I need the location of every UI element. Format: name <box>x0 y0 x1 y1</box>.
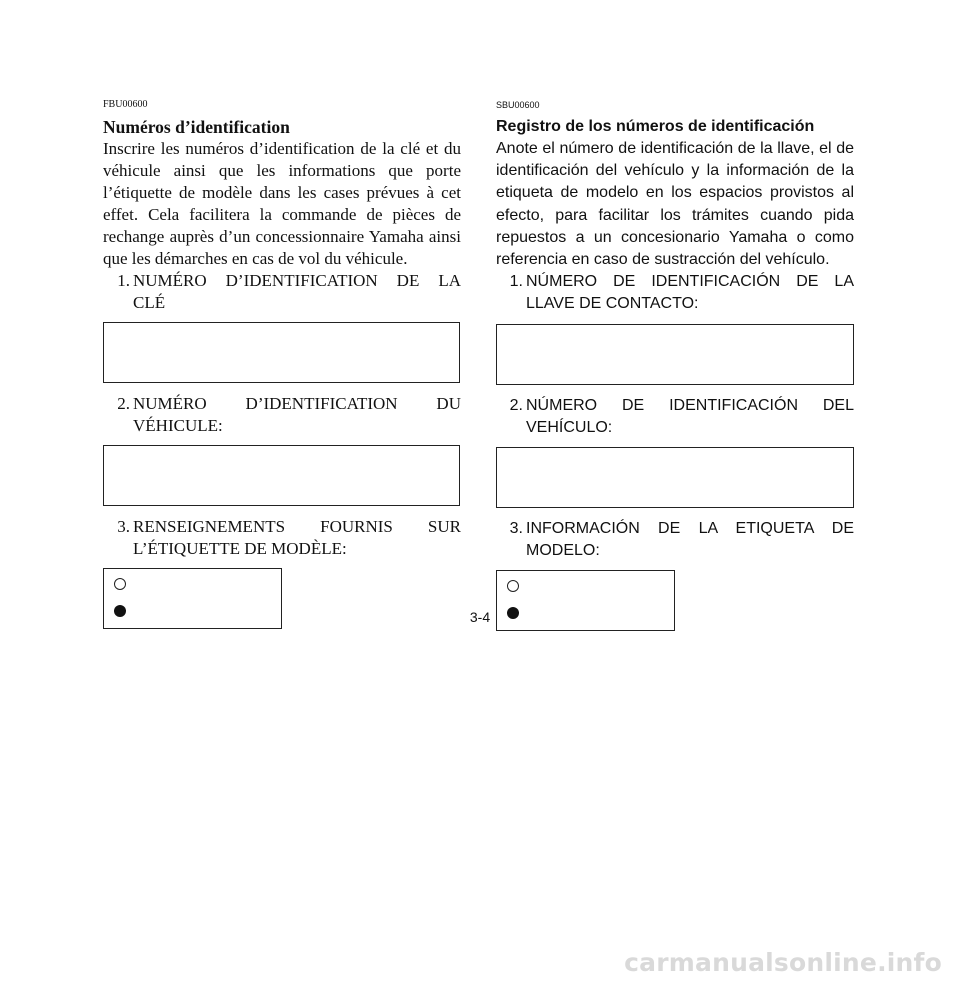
item-line-1: NÚMERO DE IDENTIFICACIÓN DEL <box>526 396 854 414</box>
item-line-2: MODELO: <box>526 542 600 560</box>
item-text <box>526 271 854 315</box>
item-number: 1. <box>509 273 523 291</box>
item-line-1: INFORMACIÓN DE LA ETIQUETA DE <box>526 520 854 538</box>
item-number: 1. <box>117 271 130 290</box>
list-item-es-3 <box>496 518 854 562</box>
paragraph-es: Anote el número de identificación de la llave, el de identificación del vehículo y la información de la etiqueta de modelo en los espacios provistos al efecto, para facilitar los trámites cuando pida repuestos a un concesionario Yamaha o como referencia en caso de sustracción del vehículo. <box>496 140 854 269</box>
open-circle-icon <box>507 580 519 592</box>
item-line-1: NUMÉRO D’IDENTIFICATION DE LA <box>133 271 461 290</box>
item-text <box>526 395 854 439</box>
item-line-2: CLÉ <box>133 293 166 312</box>
vehicle-number-field-es[interactable] <box>496 447 854 508</box>
item-line-2: LLAVE DE CONTACTO: <box>526 295 699 313</box>
french-column <box>103 98 461 629</box>
section-code-es: SBU00600 <box>496 100 540 110</box>
item-line-1: NUMÉRO D’IDENTIFICATION DU <box>133 394 461 413</box>
vehicle-number-field-fr[interactable] <box>103 445 460 506</box>
list-item-fr-3 <box>103 516 461 560</box>
item-number: 3. <box>509 520 523 538</box>
key-number-field-fr[interactable] <box>103 322 460 383</box>
item-text <box>526 518 854 562</box>
heading-es: Registro de los números de identificación <box>496 118 815 135</box>
paragraph-fr: Inscrire les numéros d’identification de la clé et du véhicule ainsi que les informations que porte l’étiquette de modèle dans les cases prévues à cet effet. Cela facilitera la commande de pièces de rechange auprès d’un concessionnaire Yamaha ainsi que les démarches en cas de vol du véhicule. <box>103 139 461 268</box>
spanish-column <box>496 98 854 631</box>
page-number: 3-4 <box>469 609 491 625</box>
item-number: 2. <box>509 396 523 414</box>
list-item-es-2 <box>496 395 854 439</box>
list-item-es-1 <box>496 271 854 315</box>
item-number: 2. <box>117 394 130 413</box>
item-line-2: VÉHICULE: <box>133 416 223 435</box>
item-text <box>133 516 461 560</box>
item-line-1: RENSEIGNEMENTS FOURNIS SUR <box>133 517 461 536</box>
list-item-fr-2 <box>103 393 461 437</box>
item-text <box>133 270 461 314</box>
list-item-fr-1 <box>103 270 461 314</box>
item-line-2: L’ÉTIQUETTE DE MODÈLE: <box>133 539 347 558</box>
item-line-2: VEHÍCULO: <box>526 418 613 436</box>
open-circle-icon <box>114 578 126 590</box>
key-number-field-es[interactable] <box>496 324 854 385</box>
item-line-1: NÚMERO DE IDENTIFICACIÓN DE LA <box>526 273 854 291</box>
section-code-fr: FBU00600 <box>103 99 148 110</box>
item-number: 3. <box>117 517 130 536</box>
item-text <box>133 393 461 437</box>
watermark: carmanualsonline.info <box>624 948 942 977</box>
heading-fr: Numéros d’identification <box>103 117 290 137</box>
